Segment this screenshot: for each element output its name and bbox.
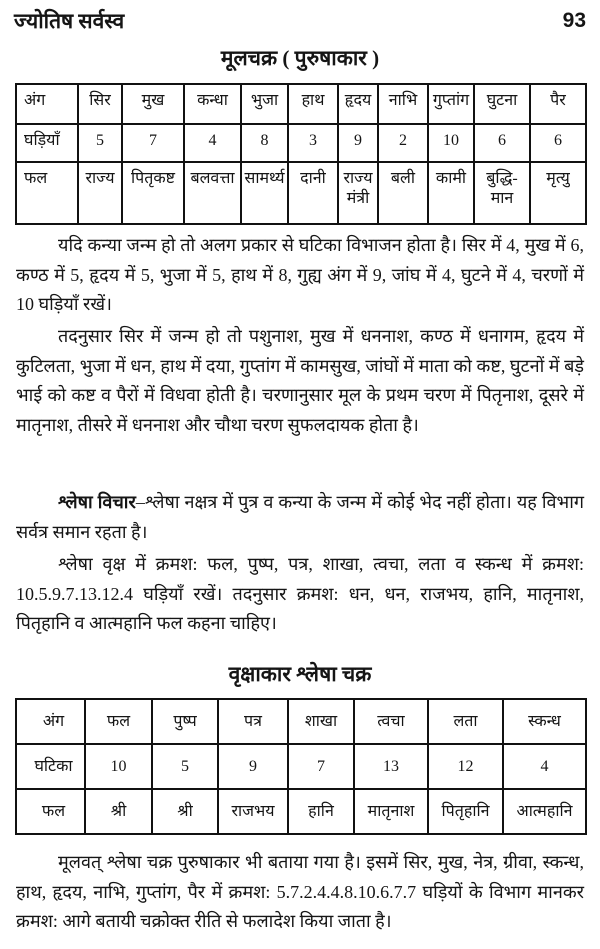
table-cell: बलवत्ता bbox=[184, 162, 241, 224]
table-cell: नाभि bbox=[378, 84, 428, 124]
book-title: ज्योतिष सर्वस्व bbox=[14, 9, 125, 33]
table-row bbox=[16, 789, 586, 834]
row-header-cell: अंग bbox=[16, 84, 78, 124]
table-row bbox=[16, 744, 586, 789]
table-cell: 6 bbox=[474, 124, 530, 162]
row-header-cell: फल bbox=[16, 162, 78, 224]
table-cell: राजभय bbox=[218, 789, 288, 834]
table-cell: फल bbox=[85, 699, 152, 744]
table-cell: 10 bbox=[85, 744, 152, 789]
table-cell: सामर्थ्य bbox=[241, 162, 288, 224]
table-cell: 9 bbox=[338, 124, 378, 162]
row-header-cell: घटिका bbox=[16, 744, 85, 789]
vriksha-shlesha-table bbox=[15, 698, 587, 835]
table-cell: पत्र bbox=[218, 699, 288, 744]
table-cell: मातृनाश bbox=[354, 789, 428, 834]
table-cell: 2 bbox=[378, 124, 428, 162]
row-header-cell: अंग bbox=[16, 699, 85, 744]
table-cell: लता bbox=[428, 699, 503, 744]
table-cell: 13 bbox=[354, 744, 428, 789]
table-cell: पैर bbox=[530, 84, 586, 124]
table-cell: गुप्तांग bbox=[428, 84, 474, 124]
table-cell: 5 bbox=[152, 744, 218, 789]
table-cell: 10 bbox=[428, 124, 474, 162]
paragraph-shlesha-vriksha: श्लेषा वृक्ष में क्रमश: फल, पुष्प, पत्र, शाखा, त्वचा, लता व स्कन्ध में क्रमश: 10.5.9.7.13.12.4 घड़ियाँ रखें। तदनुसार क्रमश: धन, धन, राजभय, हानि, मातृनाश, पितृहानि व आत्महानि फल कहना चाहिए। bbox=[16, 554, 584, 633]
table-cell: 4 bbox=[503, 744, 586, 789]
table-cell: राज्य bbox=[78, 162, 122, 224]
table-cell: 8 bbox=[241, 124, 288, 162]
table-cell: श्री bbox=[152, 789, 218, 834]
table-cell: 9 bbox=[218, 744, 288, 789]
table-cell: स्कन्ध bbox=[503, 699, 586, 744]
page-header bbox=[14, 6, 586, 36]
table-cell: 3 bbox=[288, 124, 338, 162]
table-cell: पितृकष्ट bbox=[122, 162, 184, 224]
table-cell: दानी bbox=[288, 162, 338, 224]
table-cell: मुख bbox=[122, 84, 184, 124]
paragraph-phal: तदनुसार सिर में जन्म हो तो पशुनाश, मुख में धननाश, कण्ठ में धनागम, हृदय में कुटिलता, भुजा में धन, हाथ में दया, गुप्तांग में कामसुख, जांघों में माता को कष्ट, घुटनों में बड़े भाई को कष्ट व पैरों में विधवा होती है। चरणानुसार मूल के प्रथम चरण में पितृनाश, दूसरे में मातृनाश, तीसरे में धननाश और चौथा चरण सुफलदायक होता है। bbox=[16, 326, 584, 435]
table-row bbox=[16, 162, 586, 224]
table-cell: शाखा bbox=[288, 699, 354, 744]
table-cell: घुटना bbox=[474, 84, 530, 124]
row-header-cell: घड़ियाँ bbox=[16, 124, 78, 162]
table-cell: 12 bbox=[428, 744, 503, 789]
paragraph-shlesha-vichar bbox=[16, 488, 584, 547]
table-cell: राज्य मंत्री bbox=[338, 162, 378, 224]
shlesha-heading: श्लेषा विचार bbox=[58, 492, 136, 512]
table-cell: हानि bbox=[288, 789, 354, 834]
table-cell: 5 bbox=[78, 124, 122, 162]
paragraph-moolvat: मूलवत् श्लेषा चक्र पुरुषाकार भी बताया गया है। इसमें सिर, मुख, नेत्र, ग्रीवा, स्कन्ध, हाथ, हृदय, नाभि, गुप्तांग, पैर में क्रमश: 5.7.2.4.4.8.10.6.7.7 घड़ियों के विभाग मानकर क्रमश: आगे बतायी चक्रोक्त रीति से फलादेश किया जाता है। bbox=[16, 852, 584, 931]
page-number: 93 bbox=[562, 9, 586, 32]
table-cell: पितृहानि bbox=[428, 789, 503, 834]
table-cell: हाथ bbox=[288, 84, 338, 124]
row-header-cell: फल bbox=[16, 789, 85, 834]
table1-caption: मूलचक्र ( पुरुषाकार ) bbox=[220, 46, 380, 70]
table-cell: भुजा bbox=[241, 84, 288, 124]
table-cell: कन्धा bbox=[184, 84, 241, 124]
table-cell: मृत्यु bbox=[530, 162, 586, 224]
table-cell: पुष्प bbox=[152, 699, 218, 744]
table-cell: हृदय bbox=[338, 84, 378, 124]
table-cell: 4 bbox=[184, 124, 241, 162]
table-row bbox=[16, 699, 586, 744]
table-cell: बली bbox=[378, 162, 428, 224]
table-row bbox=[16, 84, 586, 124]
table-row bbox=[16, 124, 586, 162]
shlesha-text: –श्लेषा नक्षत्र में पुत्र व कन्या के जन्म में कोई भेद नहीं होता। यह विभाग सर्वत्र समान रहता है। bbox=[16, 492, 584, 542]
table-cell: त्वचा bbox=[354, 699, 428, 744]
table-cell: बुद्धि-मान bbox=[474, 162, 530, 224]
paragraph-kanya-ghatika: यदि कन्या जन्म हो तो अलग प्रकार से घटिका विभाजन होता है। सिर में 4, मुख में 6, कण्ठ में 5, हृदय में 5, भुजा में 5, हाथ में 8, गुह्य अंग में 9, जांघ में 4, घुटने में 4, चरणों में 10 घड़ियाँ रखें। bbox=[16, 235, 584, 314]
table-cell: श्री bbox=[85, 789, 152, 834]
table-cell: 7 bbox=[122, 124, 184, 162]
table2-caption: वृक्षाकार श्लेषा चक्र bbox=[228, 662, 372, 686]
table-cell: आत्महानि bbox=[503, 789, 586, 834]
mool-chakra-table bbox=[15, 83, 587, 225]
table-cell: सिर bbox=[78, 84, 122, 124]
table-cell: कामी bbox=[428, 162, 474, 224]
table-cell: 7 bbox=[288, 744, 354, 789]
table-cell: 6 bbox=[530, 124, 586, 162]
